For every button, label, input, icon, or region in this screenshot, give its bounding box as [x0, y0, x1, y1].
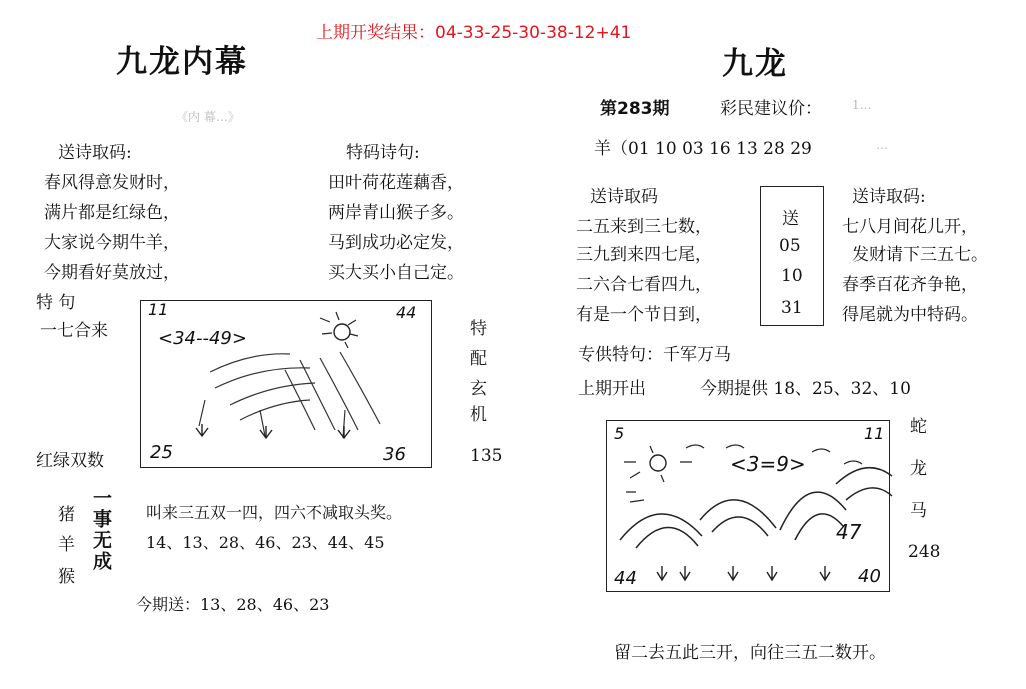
left-poem-left-line: 大家说今期牛羊，: [44, 233, 180, 253]
right-sketch-corner-br: 40: [858, 566, 881, 587]
left-poem-right-line: 田叶荷花莲藕香，: [328, 173, 464, 193]
right-side-char: 马: [910, 501, 927, 521]
left-poem-right-line: 马到成功必定发，: [328, 233, 464, 253]
right-poem-right-line: 春季百花齐争艳，: [842, 275, 978, 295]
left-sketch-corner-br: 36: [383, 444, 406, 465]
left-poem-left-heading: 送诗取码:: [58, 143, 132, 163]
sheep-faint: …: [876, 138, 888, 152]
right-poem-left-heading: 送诗取码: [590, 187, 658, 207]
left-poem-right-line: 两岸青山猴子多。: [328, 203, 464, 223]
left-bracket-faint: 《内 幕…》: [176, 110, 240, 124]
right-footer: 留二去五此三开，向往三五二数开。: [614, 643, 886, 663]
left-sketch-corner-tl: 11: [148, 300, 169, 319]
left-title: 九龙内幕: [116, 44, 248, 80]
right-sketch-corner-bl: 44: [614, 568, 637, 589]
issue-number: 第283期: [600, 99, 670, 119]
left-rain-icon: [199, 352, 380, 438]
left-sketch-scribble: <34--49>: [158, 328, 247, 349]
right-poem-right-line: 得尾就为中特码。: [842, 305, 978, 325]
left-side-char: 玄: [470, 379, 487, 399]
right-title: 九龙: [722, 46, 788, 82]
left-side-char: 配: [470, 349, 487, 369]
right-side-number: 248: [908, 542, 941, 562]
sheep-line: 羊（01 10 03 16 13 28 29: [594, 139, 812, 159]
special-offer: 专供特句：千军万马: [578, 345, 731, 365]
left-sketch-corner-bl: 25: [150, 442, 173, 463]
left-line1: 叫来三五双一四，四六不减取头奖。: [146, 503, 403, 522]
right-poem-left-line: 三九到来四七尾，: [576, 245, 712, 265]
right-sketch-corner-tl: 5: [614, 424, 625, 443]
left-side-char: 特: [470, 319, 487, 339]
last-result-numbers: 04-33-25-30-38-12+41: [435, 23, 632, 43]
right-poem-left-line: 有是一个节日到，: [576, 305, 712, 325]
provide-numbers: 今期提供 18、25、32、10: [700, 379, 911, 399]
left-side-number: 135: [470, 446, 503, 466]
left-line2: 14、13、28、46、23、44、45: [146, 533, 385, 552]
left-poem-right-line: 买大买小自己定。: [328, 263, 464, 283]
today-send: 今期送：13、28、46、23: [136, 595, 330, 614]
right-side-char: 龙: [910, 459, 927, 479]
right-poem-right-line: 发财请下三五七。: [852, 245, 988, 265]
last-result-label: 上期开奖结果：: [316, 23, 435, 43]
left-poem-right-heading: 特码诗句:: [346, 143, 420, 163]
left-arrow-icons: [196, 424, 350, 438]
center-send-number: 31: [781, 298, 803, 318]
red-green-label: 红绿双数: [36, 451, 104, 471]
center-send-number: 05: [779, 236, 801, 256]
left-poem-left-line: 满片都是红绿色，: [44, 203, 180, 223]
right-sketch-mid-number: 47: [836, 520, 862, 544]
animal-pig: 猪: [58, 505, 75, 525]
right-sketch-scribble: <3=9>: [730, 452, 806, 476]
right-poem-left-line: 二六合七看四九，: [576, 275, 712, 295]
center-send-number: 10: [781, 266, 803, 286]
last-open-label: 上期开出: [578, 379, 646, 399]
right-sketch-corner-tr: 11: [864, 424, 885, 443]
left-sun-rays-icon: [320, 312, 358, 348]
right-side-char: 蛇: [910, 417, 927, 437]
special-phrase: 一七合来: [40, 321, 108, 341]
left-poem-left-line: 今期看好莫放过，: [44, 263, 180, 283]
suggest-label: 彩民建议价：: [720, 99, 822, 119]
right-poem-left-line: 二五来到三七数，: [576, 217, 712, 237]
center-send-label: 送: [782, 209, 799, 229]
left-sun-icon: [334, 324, 350, 340]
left-poem-left-line: 春风得意发财时，: [44, 173, 180, 193]
left-sketch-corner-tr: 44: [396, 303, 417, 322]
right-sketch-box: [606, 420, 890, 592]
left-side-char: 机: [470, 405, 487, 425]
animal-sheep: 羊: [58, 535, 75, 555]
animal-monkey: 猴: [58, 567, 75, 587]
special-label: 特 句: [36, 293, 76, 313]
vertical-phrase: 一事无成: [90, 488, 112, 572]
suggest-faint: 1…: [852, 98, 872, 112]
right-poem-right-heading: 送诗取码:: [852, 187, 926, 207]
right-poem-right-line: 七八月间花儿开，: [842, 217, 978, 237]
